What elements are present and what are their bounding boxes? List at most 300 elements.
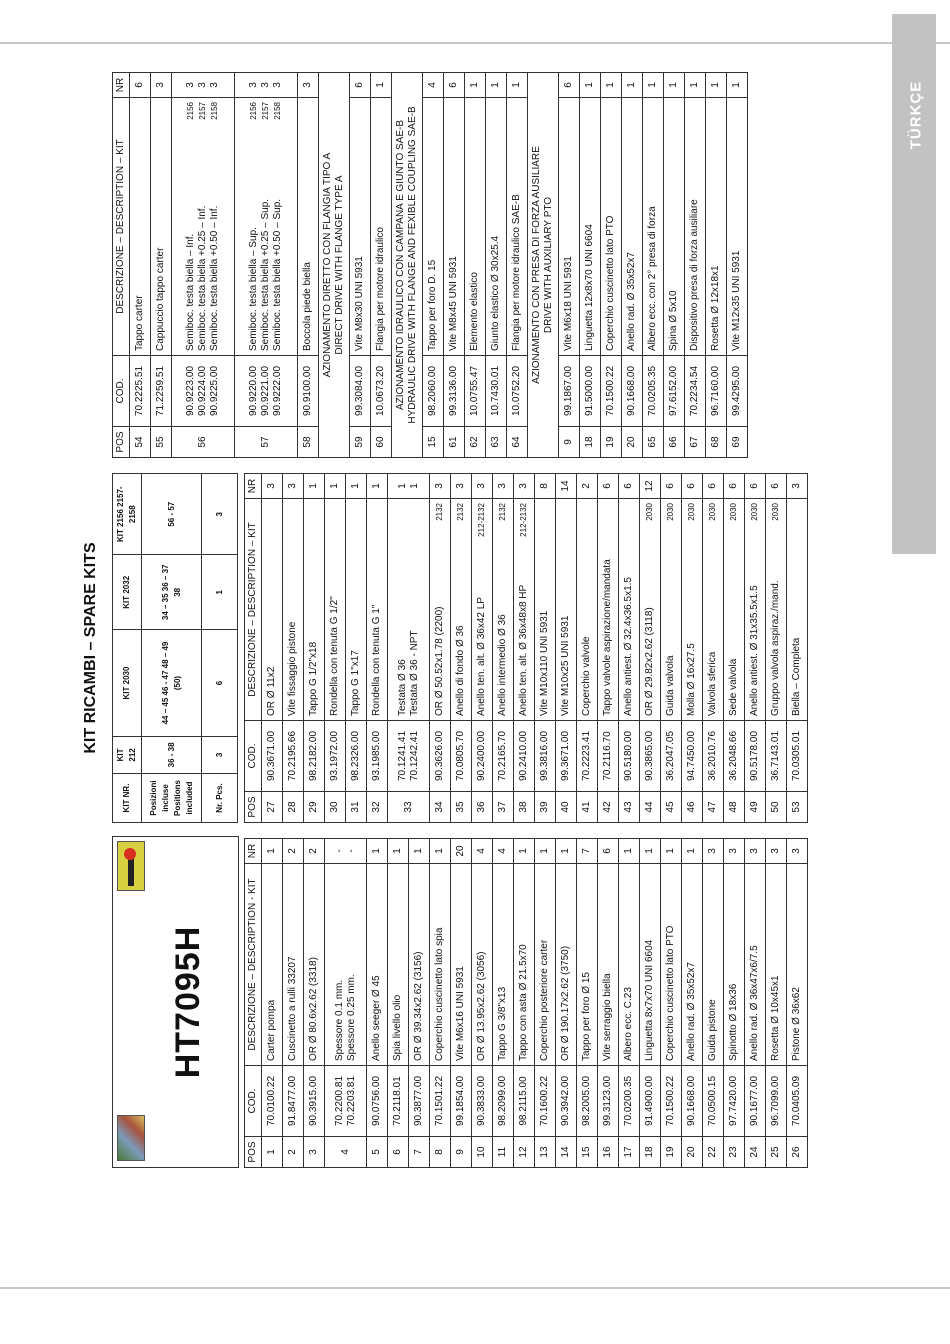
row-pos: 1: [262, 1137, 283, 1168]
row-description-text: Spinotto Ø 18x36: [728, 983, 739, 1061]
row-code: 90.1668.00: [682, 1066, 703, 1137]
row-kit-ref: 2132: [456, 503, 465, 521]
row-quantity: 1: [535, 839, 556, 864]
pos-header: POS: [245, 1137, 262, 1168]
table-row: [283, 839, 304, 1168]
row-description-text: Rosetta Ø 10x45x1: [770, 975, 781, 1061]
row-description-text: Coperchio cuscinetto lato PTO: [665, 925, 676, 1061]
row-description: [619, 499, 640, 721]
row-code: 99.1867.00: [559, 356, 580, 427]
row-quantity: 6: [703, 474, 724, 499]
row-description: [661, 864, 682, 1066]
row-quantity: 1: [601, 73, 622, 98]
table-row: [745, 839, 766, 1168]
row-code: 98.2182.00: [304, 721, 325, 792]
row-description: [619, 864, 640, 1066]
row-quantity: 1: [664, 73, 685, 98]
table-row: [493, 839, 514, 1168]
row-code: 10.0752.20: [507, 356, 528, 427]
row-pos: 40: [556, 792, 577, 823]
table-row: [514, 839, 535, 1168]
row-pos: 15: [577, 1137, 598, 1168]
table-row: [556, 839, 577, 1168]
brand-logo-left: [117, 1115, 145, 1161]
kit-positions-row: [142, 474, 202, 823]
kit-pcs: 6: [202, 630, 238, 737]
row-pos: 3: [304, 1137, 325, 1168]
row-description: [493, 499, 514, 721]
row-description: [346, 499, 367, 721]
row-quantity: 1: [304, 474, 325, 499]
row-description: [724, 864, 745, 1066]
row-pos: 18: [640, 1137, 661, 1168]
row-quantity: 3: [283, 474, 304, 499]
row-description-text: Dispositivo presa di forza ausiliare: [689, 199, 700, 351]
row-quantity: 3: [745, 839, 766, 864]
row-quantity: 4: [472, 839, 493, 864]
row-code: 36.2048.66: [724, 721, 745, 792]
row-code: 96.7160.00: [706, 356, 727, 427]
row-pos: 24: [745, 1137, 766, 1168]
row-description: [493, 864, 514, 1066]
row-code: 10.7430.01: [486, 356, 507, 427]
row-quantity: 6: [559, 73, 580, 98]
row-description-text: Testata Ø 36 Testata Ø 36 - NPT: [396, 630, 420, 716]
row-pos: 20: [622, 427, 643, 458]
row-description: [172, 98, 235, 356]
row-code: 70.2223.41: [577, 721, 598, 792]
row-quantity: 3: [787, 474, 808, 499]
table-row: [172, 73, 235, 458]
row-quantity: 4: [423, 73, 444, 98]
table-row: [528, 73, 559, 458]
table-row: [367, 474, 388, 823]
row-description-text: Giunto elastico Ø 30x25.4: [490, 235, 501, 351]
row-pos: 69: [727, 427, 748, 458]
table-row: [472, 839, 493, 1168]
row-code: 70.2234.54: [685, 356, 706, 427]
section-title: AZIONAMENTO DIRETTO CON FLANGIA TIPO A DIRECT DRIVE WITH FLANGE TYPE A: [319, 73, 350, 458]
code-header: COD.: [245, 1066, 262, 1137]
row-code: 10.0673.20: [371, 356, 392, 427]
row-code: 70.2200.81 70.2203.81: [325, 1066, 367, 1137]
table-header-row: [245, 839, 262, 1168]
row-description-text: Anello di fondo Ø 36: [455, 625, 466, 716]
row-quantity: 3: [430, 474, 451, 499]
kit-pcs: 1: [202, 555, 238, 630]
row-description: [472, 864, 493, 1066]
row-code: 98.2005.00: [577, 1066, 598, 1137]
row-quantity: 3: [703, 839, 724, 864]
row-pos: 43: [619, 792, 640, 823]
parts-table-2: [244, 473, 808, 823]
row-description: [430, 499, 451, 721]
table-row: [787, 839, 808, 1168]
row-quantity: 1: [556, 839, 577, 864]
row-description: [388, 864, 409, 1066]
row-description: [486, 98, 507, 356]
row-pos: 27: [262, 792, 283, 823]
row-code: 70.0405.09: [787, 1066, 808, 1137]
row-description: [451, 864, 472, 1066]
row-quantity: 6: [619, 474, 640, 499]
row-description: [580, 98, 601, 356]
row-quantity: 3: [514, 474, 535, 499]
row-description-text: Anello rad. Ø 35x52x7: [626, 252, 637, 351]
row-code: 70.2116.70: [598, 721, 619, 792]
row-description: [304, 499, 325, 721]
row-description: [283, 864, 304, 1066]
row-description-text: OR Ø 80.6x2.62 (3318): [308, 957, 319, 1061]
row-pos: 17: [619, 1137, 640, 1168]
row-pos: 16: [598, 1137, 619, 1168]
table-row: [262, 474, 283, 823]
table-row: [766, 839, 787, 1168]
row-quantity: 12: [640, 474, 661, 499]
table-row: [514, 474, 535, 823]
row-quantity: 1: [685, 73, 706, 98]
row-description-text: Coperchio cuscinetto lato PTO: [605, 215, 616, 351]
row-pos: 9: [559, 427, 580, 458]
row-quantity: 3: [493, 474, 514, 499]
row-code: 94.7450.00: [682, 721, 703, 792]
row-code: 93.1972.00: [325, 721, 346, 792]
row-quantity: 14: [556, 474, 577, 499]
row-code: 70.0100.22: [262, 1066, 283, 1137]
row-code: 36.2010.76: [703, 721, 724, 792]
spare-parts-sheet: [82, 72, 802, 1168]
row-code: 96.7099.00: [766, 1066, 787, 1137]
row-pos: 2: [283, 1137, 304, 1168]
row-code: 70.2225.51: [130, 356, 151, 427]
row-quantity: 1: [346, 474, 367, 499]
row-code: 70.0500.15: [703, 1066, 724, 1137]
table-row: [703, 474, 724, 823]
row-description: [283, 499, 304, 721]
table-row: [706, 73, 727, 458]
row-description: [151, 98, 172, 356]
table-row: [559, 73, 580, 458]
row-quantity: 3: [151, 73, 172, 98]
row-description: [423, 98, 444, 356]
row-pos: 11: [493, 1137, 514, 1168]
table-row: [325, 474, 346, 823]
table-row: [388, 839, 409, 1168]
row-kit-ref: 2132: [435, 503, 444, 521]
table-row: [661, 839, 682, 1168]
model-title: HT7095H: [169, 925, 207, 1079]
row-description-text: Tappo per foro Ø 15: [581, 972, 592, 1061]
row-description-text: Vite serraggio biella: [602, 973, 613, 1061]
table-row: [444, 73, 465, 458]
row-quantity: 1: [661, 839, 682, 864]
row-quantity: 7: [577, 839, 598, 864]
table-row: [661, 474, 682, 823]
table-row: [535, 474, 556, 823]
row-pos: 8: [430, 1137, 451, 1168]
row-description: [535, 499, 556, 721]
row-pos: 44: [640, 792, 661, 823]
table-row: [283, 474, 304, 823]
table-row: [580, 73, 601, 458]
row-kit-ref: 212-2132: [519, 503, 528, 537]
section-title: AZIONAMENTO CON PRESA DI FORZA AUSILIARE DRIVE WITH AUXILIARY PTO: [528, 73, 559, 458]
row-pos: 18: [580, 427, 601, 458]
row-pos: 32: [367, 792, 388, 823]
row-description-text: Spessore 0.1 mm. Spessore 0.25 mm.: [333, 974, 357, 1061]
row-quantity: 3 3 3: [235, 73, 298, 98]
table-row: [622, 73, 643, 458]
row-pos: 39: [535, 792, 556, 823]
kit-col-header: KIT 2032: [113, 555, 142, 630]
row-pos: 58: [298, 427, 319, 458]
kit-positions: 44 – 45 46 - 47 48 – 49 (50): [142, 630, 202, 737]
row-pos: 7: [409, 1137, 430, 1168]
row-description-text: Flangia per motore idraulico SAE-B: [511, 194, 522, 351]
pcs-label: Nr. Pcs.: [202, 774, 238, 823]
row-description: [514, 499, 535, 721]
row-description-text: Sede valvola: [728, 658, 739, 716]
row-code: 99.3136.00: [444, 356, 465, 427]
row-description: [367, 499, 388, 721]
row-kit-ref: 2030: [687, 503, 696, 521]
row-pos: 53: [787, 792, 808, 823]
table-row: [601, 73, 622, 458]
kit-col-header: KIT 2030: [113, 630, 142, 737]
row-description-text: Semiboc. testa biella – Sup. Semiboc. testa biella +0.25 – Sup. Semiboc. testa biella +0.50 – Sup.: [248, 198, 283, 351]
row-pos: 61: [444, 427, 465, 458]
row-quantity: 1: [727, 73, 748, 98]
row-description-text: OR Ø 11x2: [266, 666, 277, 716]
table-row: [451, 474, 472, 823]
table-row: [643, 73, 664, 458]
table-row: [724, 474, 745, 823]
row-code: 70.2165.70: [493, 721, 514, 792]
row-description-text: Spia livello olio: [392, 994, 403, 1061]
row-description-text: Semiboc. testa biella – Inf. Semiboc. testa biella +0.25 – Inf. Semiboc. testa biella +0.50 – Inf.: [185, 205, 220, 351]
row-description: [507, 98, 528, 356]
row-description-text: Albero ecc. con 2° presa di forza: [647, 206, 658, 351]
row-quantity: 6: [598, 839, 619, 864]
row-description: [724, 499, 745, 721]
kit-header-row: [113, 474, 142, 823]
row-kit-ref: 2030: [666, 503, 675, 521]
row-quantity: 1: [262, 839, 283, 864]
row-code: 90.3833.00: [472, 1066, 493, 1137]
positions-label: Posizioni incluse Positions included: [142, 774, 202, 823]
row-description-text: Tappo con asta Ø 21.5x70: [518, 944, 529, 1061]
row-description-text: Coperchio valvole: [581, 636, 592, 716]
row-kit-ref: 2156 2157 2158: [249, 102, 282, 120]
row-pos: 6: [388, 1137, 409, 1168]
table-row: [685, 73, 706, 458]
row-description: [325, 864, 367, 1066]
kit-heading: KIT RICAMBI – SPARE KITS: [82, 542, 99, 754]
row-description-text: Coperchio cuscinetto lato spia: [434, 927, 445, 1061]
row-code: 70.1501.22: [430, 1066, 451, 1137]
kit-positions: 36 - 38: [142, 736, 202, 773]
description-header: DESCRIZIONE – DESCRIPTION - KIT: [245, 864, 262, 1066]
row-description-text: Anello intermedio Ø 36: [497, 614, 508, 716]
row-pos: 20: [682, 1137, 703, 1168]
kit-col-header: KIT 212: [113, 736, 142, 773]
row-description-text: Vite M10x110 UNI 5931: [539, 610, 550, 716]
row-description-text: Tappo per foro D. 15: [427, 259, 438, 351]
row-quantity: 1: [325, 474, 346, 499]
table-row: [556, 474, 577, 823]
row-quantity: 1: [388, 839, 409, 864]
table-row: [465, 73, 486, 458]
row-quantity: 6: [724, 474, 745, 499]
row-description-text: Vite M8x45 UNI 5931: [448, 256, 459, 351]
row-description: [451, 499, 472, 721]
row-pos: 19: [601, 427, 622, 458]
table-row: [151, 73, 172, 458]
row-description-text: Anello rad. Ø 36x47x6/7.5: [749, 945, 760, 1061]
row-code: 97.7420.00: [724, 1066, 745, 1137]
row-description: [298, 98, 319, 356]
row-description-text: Anello antiest. Ø 32.4x36.5x1.5: [623, 577, 634, 716]
row-quantity: 1: [640, 839, 661, 864]
row-code: 70.0805.70: [451, 721, 472, 792]
table-row: [430, 839, 451, 1168]
table-row: [493, 474, 514, 823]
row-pos: 55: [151, 427, 172, 458]
row-description: [601, 98, 622, 356]
row-code: 90.9220.00 90.9221.00 90.9222.00: [235, 356, 298, 427]
row-code: 98.2326.00: [346, 721, 367, 792]
row-code: 90.2400.00: [472, 721, 493, 792]
row-quantity: 3: [724, 839, 745, 864]
row-pos: 19: [661, 1137, 682, 1168]
row-description-text: Carter pompa: [266, 999, 277, 1061]
row-code: 90.3626.00: [430, 721, 451, 792]
row-quantity: 1: [682, 839, 703, 864]
row-quantity: 1: [580, 73, 601, 98]
row-quantity: 4: [493, 839, 514, 864]
row-quantity: 6: [444, 73, 465, 98]
table-row: [304, 474, 325, 823]
row-description: [598, 864, 619, 1066]
row-code: 91.4900.00: [640, 1066, 661, 1137]
row-code: 90.2410.00: [514, 721, 535, 792]
row-quantity: 6: [598, 474, 619, 499]
kit-positions: 56 - 57: [142, 474, 202, 555]
row-pos: 45: [661, 792, 682, 823]
row-code: 70.2195.66: [283, 721, 304, 792]
row-quantity: 3: [766, 839, 787, 864]
row-description-text: Flangia per motore idraulico: [375, 227, 386, 351]
row-description-text: Anello seeger Ø 45: [371, 975, 382, 1061]
row-description-text: Coperchio posteriore carter: [539, 939, 550, 1061]
row-description: [766, 499, 787, 721]
row-code: 90.5180.00: [619, 721, 640, 792]
row-code: 70.1241.41 70.1242.41: [388, 721, 430, 792]
table-row: [235, 73, 298, 458]
row-pos: 12: [514, 1137, 535, 1168]
row-description-text: Guida pistone: [707, 999, 718, 1061]
row-description-text: Boccola piede biella: [302, 262, 313, 351]
row-pos: 48: [724, 792, 745, 823]
row-code: 90.3915.00: [304, 1066, 325, 1137]
title-block: [112, 836, 239, 1168]
row-description-text: Tappo G 1/2"x18: [308, 641, 319, 716]
row-pos: 30: [325, 792, 346, 823]
row-kit-ref: 2132: [498, 503, 507, 521]
row-description-text: Anello ten. alt. Ø 36x48x8 HP: [518, 584, 529, 716]
code-header: COD.: [245, 721, 262, 792]
row-description-text: Linguetta 8x7x70 UNI 6604: [644, 939, 655, 1061]
bottom-rule: [0, 1287, 950, 1289]
table-row: [319, 73, 350, 458]
row-description: [325, 499, 346, 721]
row-quantity: 6: [661, 474, 682, 499]
row-description-text: Rondella con tenuta G 1": [371, 604, 382, 716]
kit-pcs-row: [202, 474, 238, 823]
row-code: 90.3671.00: [262, 721, 283, 792]
row-description-text: Vite M12x35 UNI 5931: [731, 250, 742, 351]
row-pos: 26: [787, 1137, 808, 1168]
row-description: [661, 499, 682, 721]
table-row: [598, 839, 619, 1168]
row-pos: 37: [493, 792, 514, 823]
table-row: [640, 474, 661, 823]
table-row: [640, 839, 661, 1168]
row-code: 90.3942.00: [556, 1066, 577, 1137]
row-description-text: Anello ten. alt. Ø 36x42 LP: [476, 597, 487, 716]
row-description-text: OR Ø 13.95x2.62 (3056): [476, 951, 487, 1061]
row-code: 90.9100.00: [298, 356, 319, 427]
row-pos: 59: [350, 427, 371, 458]
row-quantity: 1: [371, 73, 392, 98]
pos-header: POS: [245, 792, 262, 823]
row-pos: 54: [130, 427, 151, 458]
row-description-text: OR Ø 190.17x2.62 (3750): [560, 945, 571, 1061]
row-kit-ref: 2156 2157 2158: [186, 102, 219, 120]
row-pos: 13: [535, 1137, 556, 1168]
row-description: [703, 499, 724, 721]
section-title: AZIONAMENTO IDRAULICO CON CAMPANA E GIUNTO SAE-B HYDRAULIC DRIVE WITH FLANGE AND FEXIBLE COUPLING SAE-B: [392, 73, 423, 458]
table-row: [664, 73, 685, 458]
row-description: [444, 98, 465, 356]
row-description-text: OR Ø 29.82x2.62 (3118): [644, 607, 655, 716]
row-pos: 67: [685, 427, 706, 458]
row-pos: 68: [706, 427, 727, 458]
kit-nr-label: KIT NR.: [113, 774, 142, 823]
row-description: [388, 499, 430, 721]
row-description-text: OR Ø 50.52x1.78 (2200): [434, 606, 445, 716]
table-row: [130, 73, 151, 458]
table-row: [535, 839, 556, 1168]
row-quantity: 6: [766, 474, 787, 499]
row-description: [664, 98, 685, 356]
language-tab-label: TÜRKÇE: [907, 80, 925, 150]
table-row: [682, 839, 703, 1168]
row-description-text: Tappo valvole aspirazione/mandata: [602, 559, 613, 716]
row-pos: 10: [472, 1137, 493, 1168]
nr-header: NR: [113, 73, 130, 98]
row-pos: 57: [235, 427, 298, 458]
table-row: [423, 73, 444, 458]
row-description: [640, 864, 661, 1066]
row-description: [350, 98, 371, 356]
row-pos: 36: [472, 792, 493, 823]
row-description: [577, 864, 598, 1066]
row-code: 90.3877.00: [409, 1066, 430, 1137]
row-code: 70.1600.22: [535, 1066, 556, 1137]
row-code: 98.2115.00: [514, 1066, 535, 1137]
row-code: 90.3865.00: [640, 721, 661, 792]
